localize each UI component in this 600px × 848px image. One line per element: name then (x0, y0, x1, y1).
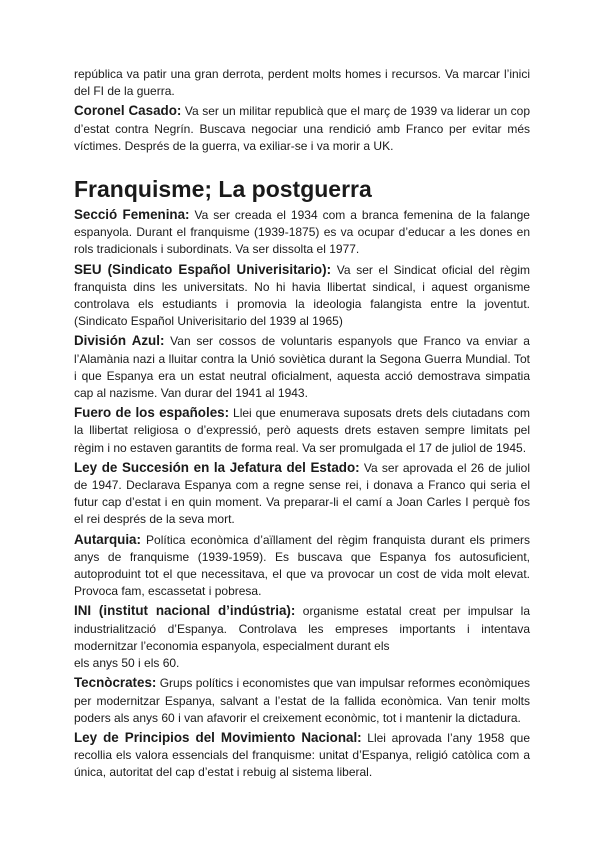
entry-term: INI (institut nacional d’indústria): (74, 603, 296, 619)
entry-term: División Azul: (74, 333, 165, 349)
entry-ley-principios (74, 729, 530, 782)
entry-term: Coronel Casado: (74, 103, 182, 119)
entry-text: Va ser aprovada el 26 de juliol de 1947. Declarava Espanya com a regne sense rei, i donava a Franco qui seria el futur cap d’estat i en quin moment. Va preparar-li el camí a Joan Carles I perquè fos el rei després de la seva mort. (74, 460, 530, 527)
entry-division-azul (74, 332, 530, 402)
entry-term: Autarquia: (74, 531, 141, 547)
entry-tecnocrates (74, 674, 530, 727)
heading-bold: Franquisme; (74, 176, 213, 203)
entry-term: SEU (Sindicato Español Univerisitario): (74, 261, 332, 277)
entry-term: Ley de Succesión en la Jefatura del Estado: (74, 459, 360, 475)
entry-term: Fuero de los españoles: (74, 405, 230, 421)
intro-paragraph: república va patir una gran derrota, perdent molts homes i recursos. Va marcar l’inici del FI de la guerra. (74, 67, 530, 99)
entry-text: Llei aprovada l’any 1958 que recollia els valora essencials del franquisme: unitat d’Espanya, religió catòlica com a única, autoritat del cap d’estat i rebuig al sistema liberal. (74, 730, 530, 780)
entry-term: Secció Femenina: (74, 207, 190, 223)
entry-text: Va ser el Sindicat oficial del règim franquista dins les universitats. No hi havia llibertat sindical, i aquest organisme controlava els estudiants i promovia la ideologia falangista entre la joventut. (Sindicato Español Univerisitario del 1939 al 1965) (74, 262, 530, 329)
heading-regular: La postguerra (212, 176, 372, 203)
entry-text: Van ser cossos de voluntaris espanyols que Franco va enviar a l’Alamània nazi a lluitar contra la Unió soviètica durant la Segona Guerra Mundial. Tot i que Espanya era un estat neutral oficialment, aquesta acció demostrava simpatia cap al nazisme. Van durar del 1941 al 1943. (74, 334, 530, 401)
entry-ley-sucesion (74, 459, 530, 529)
entry-text: Va ser un militar republicà que el març de 1939 va liderar un cop d’estat contra Negrín. Buscava negociar una rendició amb Franco per evitar més víctimes. Després de la guerra, va exiliar-se i va morir a UK. (74, 104, 530, 153)
entry-autarquia (74, 531, 530, 601)
entry-seccio-femenina (74, 206, 530, 259)
entry-ini (74, 602, 530, 655)
entry-text: Grups polítics i economistes que van impulsar reformes econòmiques per modernitzar Espanya, salvant a l’estat de la fallida econòmica. Van tenir molts poders als anys 60 i van afavorir el creixement econòmic, tot i mantenir la dictadura. (74, 676, 530, 725)
entry-text: Política econòmica d’aïllament del règim franquista durant els primers anys de franquisme (1939-1959). Es buscava que Espanya fos autosuficient, autoproduint tot el que necessitava, el que va provocar un cost de vida molt elevat. Provoca fam, escassetat i pobresa. (74, 532, 530, 599)
entry-seu (74, 261, 530, 331)
entry-ini-continuation: els anys 50 i els 60. (74, 656, 180, 671)
entry-text: organisme estatal creat per impulsar la industrialització d’Espanya. Controlava les empreses importants i intentava modernitzar l’economia espanyola, especialment durant els (74, 604, 530, 653)
entry-term: Tecnòcrates: (74, 675, 157, 691)
entry-text: Va ser creada el 1934 com a branca femenina de la falange espanyola. Durant el franquisme (1939-1875) es va ocupar d’educar a les dones en rols tradicionals i subordinats. Va ser dissolta el 1977. (74, 208, 530, 257)
entry-term: Ley de Principios del Movimiento Nacional: (74, 729, 362, 745)
entry-text: Llei que enumerava suposats drets dels ciutadans com la llibertat religiosa o d’expressió, però aquests drets estaven sempre limitats pel règim i no estaven garantits de forma real. Va ser promulgada el 17 de juliol de 1945. (74, 406, 530, 455)
entry-coronel-casado (74, 102, 530, 155)
section-heading (74, 175, 530, 203)
document-page (74, 66, 530, 784)
entry-fuero (74, 404, 530, 457)
